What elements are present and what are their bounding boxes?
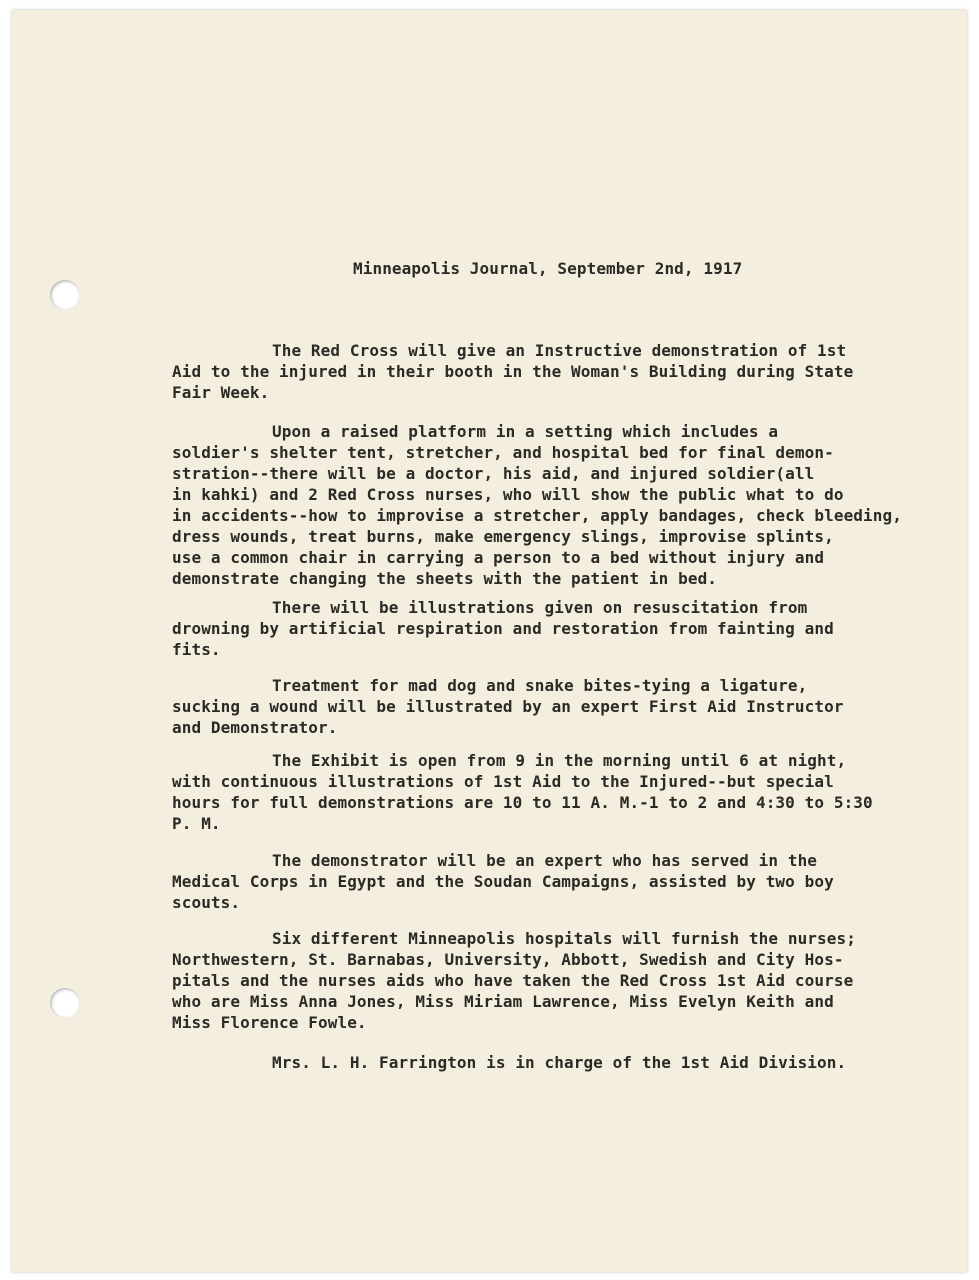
paragraph-2: Upon a raised platform in a setting which includes a soldier's shelter tent, stretcher, and hospital bed for final demon- stration--there will be a doctor, his aid, and injured soldier(all in kahki) and 2 Red Cross nurses, who will show the public what to do in accidents--how to improvise a stretcher, apply bandages, check bleeding, dress wounds, treat burns, make emergency slings, improvise splints, use a common chair in carrying a person to a bed without injury and demonstrate changing the sheets with the patient in bed.: [172, 422, 902, 588]
document-page: [12, 10, 967, 1272]
punch-hole-top: [50, 280, 80, 310]
paragraph-3: There will be illustrations given on resuscitation from drowning by artificial respiration and restoration from fainting and fits.: [172, 598, 834, 659]
paragraph-5: The Exhibit is open from 9 in the morning until 6 at night, with continuous illustrations of 1st Aid to the Injured--but special hours for full demonstrations are 10 to 11 A. M.-1 to 2 and 4:30 to 5:30 P. M.: [172, 751, 873, 833]
paragraph-4: Treatment for mad dog and snake bites-tying a ligature, sucking a wound will be illustrated by an expert First Aid Instructor and Demonstrator.: [172, 676, 844, 737]
paragraph-7: Six different Minneapolis hospitals will furnish the nurses; Northwestern, St. Barnabas, University, Abbott, Swedish and City Hos- pitals and the nurses aids who have taken the Red Cross 1st Aid course who are Miss Anna Jones, Miss Miriam Lawrence, Miss Evelyn Keith and Miss Florence Fowle.: [172, 929, 856, 1032]
paragraph-8: Mrs. L. H. Farrington is in charge of the 1st Aid Division.: [272, 1053, 847, 1072]
document-heading: Minneapolis Journal, September 2nd, 1917: [353, 259, 743, 278]
paragraph-6: The demonstrator will be an expert who has served in the Medical Corps in Egypt and the Soudan Campaigns, assisted by two boy scouts.: [172, 851, 834, 912]
punch-hole-bottom: [50, 988, 80, 1018]
paragraph-1: The Red Cross will give an Instructive demonstration of 1st Aid to the injured in their booth in the Woman's Building during State Fair Week.: [172, 341, 854, 402]
